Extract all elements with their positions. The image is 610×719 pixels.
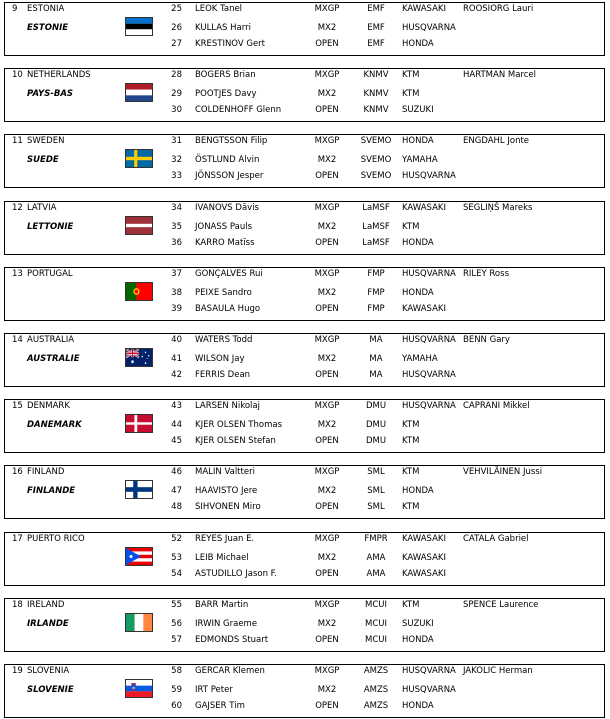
team-block — [4, 2, 605, 56]
rider-federation: AMA — [366, 568, 386, 579]
netherlands-flag-icon — [125, 83, 153, 102]
rider-federation: AMA — [366, 552, 386, 563]
team-block — [4, 399, 605, 453]
rider-motorcycle: HUSQVARNA — [402, 666, 456, 676]
country-name-fr: IRLANDE — [27, 618, 69, 629]
rider-motorcycle: HUSQVARNA — [402, 401, 456, 412]
rider-federation: DMU — [365, 420, 387, 431]
rider-motorcycle: HUSQVARNA — [402, 23, 456, 33]
rider-motorcycle: KTM — [402, 467, 420, 478]
rider-motorcycle: HUSQVARNA — [402, 171, 456, 182]
rider-motorcycle: KAWASAKI — [402, 202, 446, 213]
rider-name: GONÇALVES Rui — [195, 268, 263, 279]
team-manager: CAPRANI Mikkel — [463, 401, 530, 412]
rider-federation: KNMV — [363, 70, 389, 81]
rider-federation: LaMSF — [362, 202, 390, 213]
rider-class: OPEN — [315, 701, 339, 711]
rider-name: POOTJES Davy — [195, 89, 257, 100]
rider-motorcycle: HUSQVARNA — [402, 685, 456, 695]
team-manager: CATALA Gabriel — [463, 533, 529, 544]
rider-name: GAJSER Tim — [195, 701, 245, 711]
rider-class: MX2 — [317, 552, 337, 563]
rider-number: 60 — [171, 701, 182, 711]
rider-motorcycle: KAWASAKI — [402, 568, 446, 579]
rider-motorcycle: KTM — [402, 502, 420, 513]
rider-motorcycle: KTM — [402, 436, 420, 447]
rider-number: 52 — [171, 533, 182, 544]
country-name: ESTONIA — [27, 4, 65, 14]
portugal-flag-icon — [125, 282, 153, 301]
rider-class: MXGP — [314, 136, 340, 147]
rider-motorcycle: SUZUKI — [402, 105, 434, 116]
australia-flag-icon — [125, 348, 153, 367]
rider-name: COLDENHOFF Glenn — [195, 105, 282, 116]
team-number: 19 — [12, 666, 23, 676]
finland-flag-icon — [125, 480, 153, 499]
rider-number: 31 — [171, 136, 182, 147]
rider-name: PEIXE Sandro — [195, 287, 252, 298]
rider-class: OPEN — [315, 370, 339, 380]
rider-class: OPEN — [315, 568, 339, 579]
team-block — [4, 333, 605, 387]
rider-class: OPEN — [315, 502, 339, 513]
team-number: 12 — [12, 202, 23, 213]
rider-number: 44 — [171, 420, 182, 431]
rider-name: IRWIN Graeme — [195, 618, 258, 629]
rider-motorcycle: HONDA — [402, 237, 434, 248]
rider-name: MALIN Valtteri — [195, 467, 255, 478]
rider-federation: AMZS — [363, 666, 389, 676]
country-name: SWEDEN — [27, 136, 65, 147]
team-block — [4, 465, 605, 519]
rider-federation: SML — [367, 486, 385, 497]
rider-class: OPEN — [315, 105, 339, 116]
team-number: 13 — [12, 268, 23, 279]
country-name: PUERTO RICO — [27, 533, 85, 544]
rider-federation: FMP — [367, 303, 385, 314]
rider-class: OPEN — [315, 303, 339, 314]
rider-class: MXGP — [314, 70, 340, 81]
rider-motorcycle: KTM — [402, 70, 420, 81]
rider-motorcycle: HUSQVARNA — [402, 268, 456, 279]
rider-federation: FMPR — [364, 533, 388, 544]
rider-name: LEOK Tanel — [195, 4, 243, 14]
rider-name: BENGTSSON Filip — [195, 136, 268, 147]
rider-number: 25 — [171, 4, 182, 14]
rider-number: 55 — [171, 599, 182, 610]
rider-name: EDMONDS Stuart — [195, 634, 269, 645]
team-number: 17 — [12, 533, 23, 544]
rider-number: 32 — [171, 155, 182, 166]
rider-class: MXGP — [314, 4, 340, 14]
rider-motorcycle: HONDA — [402, 701, 434, 711]
country-name-fr: ESTONIE — [27, 23, 69, 33]
country-name-fr: LETTONIE — [27, 221, 74, 232]
sweden-flag-icon — [125, 149, 153, 168]
rider-name: GERCAR Klemen — [195, 666, 265, 676]
team-number: 18 — [12, 599, 23, 610]
country-name: IRELAND — [27, 599, 65, 610]
estonia-flag-icon — [125, 17, 153, 36]
rider-name: WATERS Todd — [195, 335, 253, 345]
rider-number: 35 — [171, 221, 182, 232]
rider-number: 53 — [171, 552, 182, 563]
rider-number: 38 — [171, 287, 182, 298]
rider-class: MXGP — [314, 268, 340, 279]
rider-name: KJER OLSEN Stefan — [195, 436, 276, 447]
country-name: PORTUGAL — [27, 268, 73, 279]
rider-number: 57 — [171, 634, 182, 645]
rider-federation: FMP — [367, 287, 385, 298]
rider-federation: EMF — [367, 39, 385, 49]
latvia-flag-icon — [125, 216, 153, 235]
rider-name: IRT Peter — [195, 685, 233, 695]
rider-name: LARSEN Nikolaj — [195, 401, 260, 412]
rider-class: MXGP — [314, 599, 340, 610]
rider-class: MX2 — [317, 287, 337, 298]
rider-federation: MA — [369, 370, 383, 380]
rider-number: 36 — [171, 237, 182, 248]
rider-class: MX2 — [317, 486, 337, 497]
rider-number: 26 — [171, 23, 182, 33]
team-manager: ROOSIORG Lauri — [463, 4, 534, 14]
rider-name: IVANOVS Dāvis — [195, 202, 259, 213]
country-name-fr: DANEMARK — [27, 420, 82, 431]
rider-number: 34 — [171, 202, 182, 213]
rider-motorcycle: HUSQVARNA — [402, 370, 456, 380]
rider-number: 48 — [171, 502, 182, 513]
country-name: AUSTRALIA — [27, 335, 75, 345]
team-number: 10 — [12, 70, 23, 81]
team-manager: SEGLIŅŠ Mareks — [463, 202, 533, 213]
team-manager: BENN Gary — [463, 335, 510, 345]
rider-class: OPEN — [315, 39, 339, 49]
rider-class: MX2 — [317, 23, 337, 33]
country-name-fr: AUSTRALIE — [27, 354, 80, 364]
slovenia-flag-icon — [125, 679, 153, 698]
rider-number: 30 — [171, 105, 182, 116]
rider-number: 54 — [171, 568, 182, 579]
rider-number: 56 — [171, 618, 182, 629]
rider-number: 43 — [171, 401, 182, 412]
rider-federation: MCUI — [365, 599, 387, 610]
rider-motorcycle: KAWASAKI — [402, 4, 446, 14]
rider-motorcycle: KTM — [402, 89, 420, 100]
team-number: 9 — [12, 4, 18, 14]
rider-class: MXGP — [314, 533, 340, 544]
rider-name: FERRIS Dean — [195, 370, 251, 380]
rider-federation: SML — [367, 467, 385, 478]
rider-name: SIHVONEN Miro — [195, 502, 261, 513]
rider-class: MXGP — [314, 666, 340, 676]
rider-class: MXGP — [314, 335, 340, 345]
rider-federation: MA — [369, 354, 383, 364]
rider-federation: MCUI — [365, 618, 387, 629]
rider-number: 28 — [171, 70, 182, 81]
puerto-rico-flag-icon — [125, 547, 153, 566]
rider-name: JONASS Pauls — [195, 221, 252, 232]
team-manager: ENGDAHL Jonte — [463, 136, 530, 147]
team-number: 11 — [12, 136, 23, 147]
rider-motorcycle: KTM — [402, 221, 420, 232]
rider-federation: FMP — [367, 268, 385, 279]
rider-motorcycle: KAWASAKI — [402, 303, 446, 314]
rider-federation: DMU — [365, 436, 387, 447]
team-manager: RILEY Ross — [463, 268, 509, 279]
rider-number: 40 — [171, 335, 182, 345]
rider-federation: SVEMO — [360, 171, 392, 182]
rider-federation: MA — [369, 335, 383, 345]
country-name-fr: SUEDE — [27, 155, 59, 166]
rider-class: MXGP — [314, 467, 340, 478]
rider-motorcycle: KAWASAKI — [402, 552, 446, 563]
rider-federation: EMF — [367, 23, 385, 33]
team-number: 16 — [12, 467, 23, 478]
rider-number: 27 — [171, 39, 182, 49]
rider-motorcycle: HONDA — [402, 39, 434, 49]
rider-number: 33 — [171, 171, 182, 182]
rider-federation: AMZS — [363, 685, 389, 695]
team-block — [4, 532, 605, 586]
rider-class: MX2 — [317, 155, 337, 166]
rider-motorcycle: KTM — [402, 599, 420, 610]
rider-name: KJER OLSEN Thomas — [195, 420, 283, 431]
team-number: 15 — [12, 401, 23, 412]
rider-name: ASTUDILLO Jason F. — [195, 568, 277, 579]
rider-class: OPEN — [315, 634, 339, 645]
rider-class: OPEN — [315, 237, 339, 248]
rider-number: 59 — [171, 685, 182, 695]
rider-number: 29 — [171, 89, 182, 100]
rider-name: KRESTINOV Gert — [195, 39, 266, 49]
rider-motorcycle: YAMAHA — [402, 354, 438, 364]
rider-class: MX2 — [317, 221, 337, 232]
country-name: NETHERLANDS — [27, 70, 91, 81]
team-manager: VEHVILÄINEN Jussi — [463, 467, 543, 478]
rider-class: MXGP — [314, 401, 340, 412]
rider-federation: SVEMO — [360, 155, 392, 166]
rider-class: OPEN — [315, 171, 339, 182]
rider-name: KARRO Matīss — [195, 237, 255, 248]
rider-federation: SML — [367, 502, 385, 513]
rider-name: REYES Juan E. — [195, 533, 255, 544]
rider-number: 46 — [171, 467, 182, 478]
rider-class: MX2 — [317, 420, 337, 431]
rider-name: BOGERS Brian — [195, 70, 256, 81]
team-manager: SPENCE Laurence — [463, 599, 539, 610]
rider-name: BARR Martin — [195, 599, 249, 610]
country-name-fr: SLOVENIE — [27, 685, 74, 695]
rider-class: MX2 — [317, 89, 337, 100]
rider-class: OPEN — [315, 436, 339, 447]
rider-name: HAAVISTO Jere — [195, 486, 258, 497]
country-name-fr: PAYS-BAS — [27, 89, 74, 100]
rider-motorcycle: YAMAHA — [402, 155, 438, 166]
country-name: LATVIA — [27, 202, 57, 213]
country-name: FINLAND — [27, 467, 65, 478]
rider-number: 39 — [171, 303, 182, 314]
rider-class: MX2 — [317, 354, 337, 364]
rider-class: MX2 — [317, 618, 337, 629]
team-block — [4, 267, 605, 321]
team-block — [4, 201, 605, 255]
rider-motorcycle: KTM — [402, 420, 420, 431]
team-block — [4, 598, 605, 652]
rider-number: 58 — [171, 666, 182, 676]
rider-class: MX2 — [317, 685, 337, 695]
team-manager: JAKOLIC Herman — [463, 666, 533, 676]
rider-name: ÖSTLUND Alvin — [195, 155, 260, 166]
rider-motorcycle: HONDA — [402, 136, 434, 147]
rider-federation: KNMV — [363, 89, 389, 100]
rider-federation: LaMSF — [362, 221, 390, 232]
rider-motorcycle: HONDA — [402, 634, 434, 645]
team-block — [4, 68, 605, 122]
rider-number: 41 — [171, 354, 182, 364]
rider-federation: MCUI — [365, 634, 387, 645]
rider-motorcycle: SUZUKI — [402, 618, 434, 629]
rider-class: MXGP — [314, 202, 340, 213]
rider-name: WILSON Jay — [195, 354, 245, 364]
team-number: 14 — [12, 335, 23, 345]
rider-federation: KNMV — [363, 105, 389, 116]
rider-name: BASAULA Hugo — [195, 303, 261, 314]
rider-federation: EMF — [367, 4, 385, 14]
rider-motorcycle: HONDA — [402, 287, 434, 298]
rider-motorcycle: HONDA — [402, 486, 434, 497]
rider-number: 42 — [171, 370, 182, 380]
rider-motorcycle: KAWASAKI — [402, 533, 446, 544]
country-name: SLOVENIA — [27, 666, 70, 676]
team-manager: HARTMAN Marcel — [463, 70, 537, 81]
country-name-fr: FINLANDE — [27, 486, 76, 497]
ireland-flag-icon — [125, 613, 153, 632]
team-block — [4, 664, 605, 718]
rider-name: KULLAS Harri — [195, 23, 251, 33]
rider-number: 47 — [171, 486, 182, 497]
team-block — [4, 134, 605, 188]
rider-name: LEIB Michael — [195, 552, 249, 563]
rider-federation: AMZS — [363, 701, 389, 711]
rider-federation: DMU — [365, 401, 387, 412]
rider-name: JÖNSSON Jesper — [195, 171, 264, 182]
rider-federation: SVEMO — [360, 136, 392, 147]
country-name: DENMARK — [27, 401, 70, 412]
rider-motorcycle: HUSQVARNA — [402, 335, 456, 345]
rider-federation: LaMSF — [362, 237, 390, 248]
rider-number: 45 — [171, 436, 182, 447]
rider-number: 37 — [171, 268, 182, 279]
denmark-flag-icon — [125, 414, 153, 433]
